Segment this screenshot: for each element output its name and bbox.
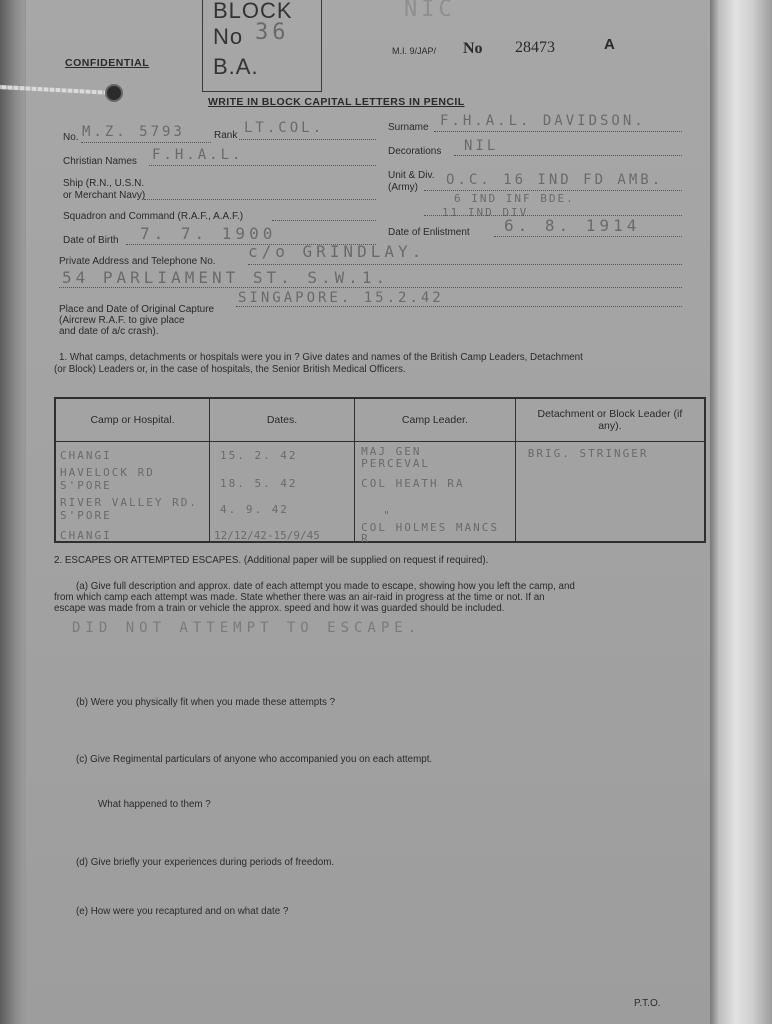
question-2a-answer: DID NOT ATTEMPT TO ESCAPE. bbox=[72, 620, 422, 636]
dates-row-1: 15. 2. 42 bbox=[219, 449, 298, 462]
page-stack-edge bbox=[706, 0, 772, 1024]
question-2-heading: 2. ESCAPES OR ATTEMPTED ESCAPES. (Additional paper will be supplied on request if required). bbox=[54, 555, 489, 566]
punch-hole bbox=[105, 84, 123, 102]
surname-label: Surname bbox=[388, 122, 429, 133]
camp-table-header bbox=[55, 398, 705, 442]
question-2a-line2: from which camp each attempt was made. State whether there was an air-raid in progress at the time or not. If an bbox=[54, 592, 545, 603]
block-no-value: 36 bbox=[255, 20, 290, 45]
address-value-line2: 54 PARLIAMENT ST. S.W.1. bbox=[62, 268, 390, 287]
dates-row-4: 12/12/42-15/9/45 bbox=[213, 529, 320, 542]
address-line-2 bbox=[59, 287, 682, 288]
block-ba: B.A. bbox=[213, 54, 259, 79]
question-2a-line3: escape was made from a train or vehicle the approx. speed and how it was guarded should be included. bbox=[54, 603, 505, 614]
camp-row-2: HAVELOCK RD S'PORE bbox=[60, 466, 155, 492]
capture-label-line3: and date of a/c crash). bbox=[59, 326, 159, 337]
dob-label: Date of Birth bbox=[63, 235, 119, 246]
question-2c: (c) Give Regimental particulars of anyone who accompanied you on each attempt. bbox=[76, 754, 433, 765]
christian-names-label: Christian Names bbox=[63, 156, 137, 167]
detachment-column bbox=[515, 442, 705, 543]
capture-value: SINGAPORE. 15.2.42 bbox=[238, 290, 444, 306]
no-line bbox=[81, 142, 211, 143]
header-camp: Camp or Hospital. bbox=[55, 398, 209, 442]
dates-column bbox=[209, 442, 354, 543]
christian-names-line bbox=[149, 165, 376, 166]
leader-column bbox=[355, 442, 516, 543]
leader-row-3: " bbox=[383, 509, 392, 522]
surname-value: F.H.A.L. DAVIDSON. bbox=[440, 113, 646, 129]
enlistment-label: Date of Enlistment bbox=[388, 227, 470, 238]
block-label: BLOCK bbox=[213, 0, 293, 23]
question-2d: (d) Give briefly your experiences during periods of freedom. bbox=[76, 857, 335, 868]
instruction-heading: WRITE IN BLOCK CAPITAL LETTERS IN PENCIL bbox=[208, 96, 465, 108]
decorations-value: NIL bbox=[464, 138, 499, 154]
question-2b: (b) Were you physically fit when you made these attempts ? bbox=[76, 697, 336, 708]
leader-row-4: COL HOLMES MANCS R bbox=[361, 521, 500, 545]
header-dates: Dates. bbox=[209, 398, 354, 442]
pto-label: P.T.O. bbox=[634, 998, 661, 1009]
decorations-line bbox=[454, 155, 682, 156]
no-value: M.Z. 5793 bbox=[82, 124, 185, 140]
capture-label-line1: Place and Date of Original Capture bbox=[59, 304, 215, 315]
ship-label-line1: Ship (R.N., U.S.N. bbox=[63, 178, 145, 189]
series-letter: A bbox=[604, 36, 615, 53]
capture-label-line2: (Aircrew R.A.F. to give place bbox=[59, 315, 185, 326]
question-2e: (e) How were you recaptured and on what date ? bbox=[76, 906, 289, 917]
number-label: No bbox=[463, 40, 483, 57]
confidential-label: CONFIDENTIAL bbox=[65, 57, 150, 69]
christian-names-value: F.H.A.L. bbox=[152, 147, 244, 163]
unit-label-line2: (Army) bbox=[388, 182, 418, 193]
enlistment-line bbox=[494, 236, 682, 237]
camp-row-1: CHANGI bbox=[60, 449, 112, 462]
no-label: No. bbox=[63, 132, 79, 143]
decorations-label: Decorations bbox=[388, 146, 442, 157]
header-detachment: Detachment or Block Leader (if any). bbox=[515, 398, 705, 442]
camp-table-body bbox=[55, 442, 705, 543]
rank-line bbox=[239, 139, 376, 140]
ship-line bbox=[144, 199, 376, 200]
capture-line bbox=[236, 306, 682, 307]
leader-row-2: COL HEATH RA bbox=[361, 477, 465, 490]
rank-label: Rank bbox=[214, 130, 238, 141]
dob-value: 7. 7. 1900 bbox=[140, 224, 277, 243]
question-2c-follow: What happened to them ? bbox=[98, 799, 211, 810]
unit-value-line2: 6 IND INF BDE. bbox=[454, 192, 575, 205]
dates-row-2: 18. 5. 42 bbox=[219, 477, 298, 490]
camp-row-4: CHANGI bbox=[60, 529, 112, 542]
pow-questionnaire-page bbox=[26, 0, 710, 1024]
top-scrawl: NIC bbox=[404, 0, 456, 22]
surname-line bbox=[434, 131, 682, 132]
address-label: Private Address and Telephone No. bbox=[59, 256, 216, 267]
address-line-1 bbox=[248, 264, 682, 265]
serial-number: 28473 bbox=[515, 39, 555, 56]
camp-row-3: RIVER VALLEY RD. S'PORE bbox=[60, 496, 198, 522]
block-no-label: No bbox=[213, 24, 244, 49]
detachment-row-1: BRIG. STRINGER bbox=[527, 447, 649, 460]
question-2a-line1: (a) Give full description and approx. date of each attempt you made to escape, showing how you left the camp, and bbox=[76, 581, 575, 592]
unit-value-line3: 11 IND DIV bbox=[442, 206, 529, 219]
dates-row-3: 4. 9. 42 bbox=[219, 503, 289, 516]
mi-reference: M.I. 9/JAP/ bbox=[392, 46, 437, 56]
question-1-line1: 1. What camps, detachments or hospitals were you in ? Give dates and names of the British Camp Leaders, Detachment bbox=[59, 352, 583, 363]
unit-value-line1: O.C. 16 IND FD AMB. bbox=[446, 172, 664, 188]
enlistment-value: 6. 8. 1914 bbox=[504, 216, 641, 235]
squadron-label: Squadron and Command (R.A.F., A.A.F.) bbox=[63, 211, 244, 222]
camp-column bbox=[55, 442, 209, 543]
address-value-line1: c/o GRINDLAY. bbox=[248, 242, 426, 261]
rank-value: LT.COL. bbox=[244, 120, 325, 136]
leader-row-1: MAJ GEN PERCEVAL bbox=[361, 445, 431, 470]
unit-label-line1: Unit & Div. bbox=[388, 170, 435, 181]
block-box bbox=[202, 0, 322, 92]
header-camp-leader: Camp Leader. bbox=[355, 398, 516, 442]
squadron-line bbox=[272, 220, 376, 221]
camp-table bbox=[54, 397, 706, 543]
question-1-line2: (or Block) Leaders or, in the case of hospitals, the Senior British Medical Officers. bbox=[54, 364, 406, 375]
ship-label-line2: or Merchant Navy) bbox=[63, 190, 146, 201]
